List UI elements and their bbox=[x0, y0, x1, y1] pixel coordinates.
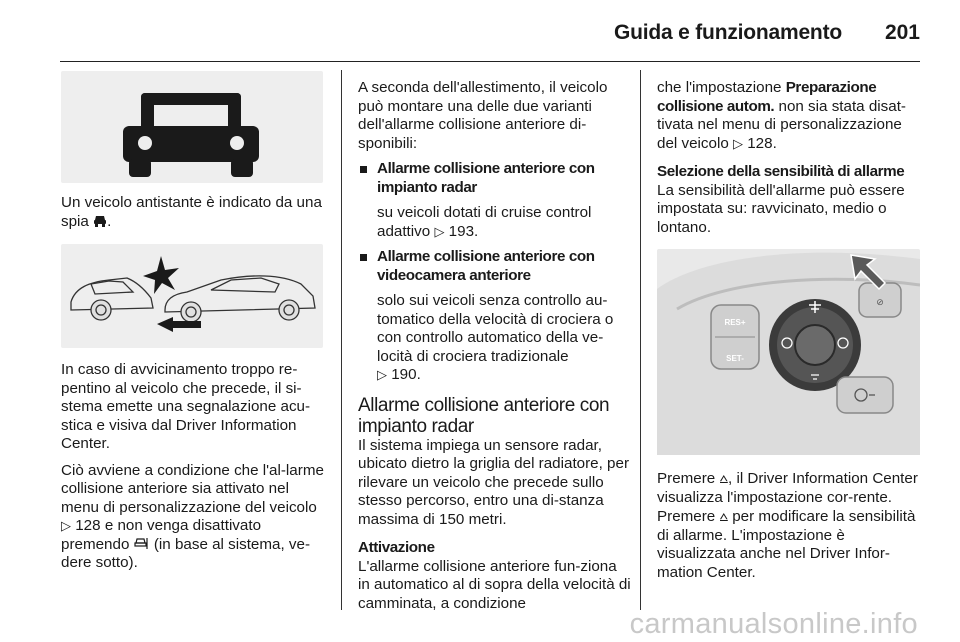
paragraph bbox=[61, 462, 327, 573]
collision-illustration bbox=[61, 244, 323, 348]
paragraph bbox=[657, 469, 921, 582]
subheading: Attivazione bbox=[358, 539, 435, 556]
bullet-text bbox=[358, 204, 632, 241]
bullet-text bbox=[358, 292, 632, 385]
sensitivity-button-icon: ⩟ bbox=[719, 508, 728, 524]
text: per modificare la sensibilità di allarme. L'impostazione è visualizzata anche nel Driver Infor-mation Center. bbox=[657, 508, 916, 581]
collision-button-icon bbox=[134, 537, 150, 550]
paragraph: A seconda dell'allestimento, il veicolo può montare una delle due varianti dell'allarme collisione anteriore di-sponibili: bbox=[358, 79, 608, 152]
text: (in base al sistema, ve-dere sotto). bbox=[61, 535, 311, 571]
page-ref-icon: ▷ bbox=[61, 518, 71, 533]
page-ref: 128. bbox=[747, 134, 777, 152]
svg-text:⊘: ⊘ bbox=[876, 297, 884, 307]
text: su veicoli dotati di cruise control adattivo bbox=[377, 204, 592, 240]
car-front-icon bbox=[61, 71, 323, 183]
page-header bbox=[0, 0, 960, 62]
page-ref-icon: ▷ bbox=[434, 223, 445, 239]
bullet-heading bbox=[358, 248, 632, 285]
text: Premere bbox=[657, 470, 716, 487]
paragraph bbox=[657, 79, 921, 153]
text: che l'impostazione bbox=[657, 79, 782, 96]
page-ref-icon: ▷ bbox=[377, 367, 387, 382]
car-warning-figure bbox=[61, 71, 323, 183]
paragraph: In caso di avvicinamento troppo re-pentino al veicolo che precede, il si-stema emette una segnalazione acu-stica e visiva dal Driver Information Center. bbox=[61, 361, 311, 452]
sensitivity-button-icon: ⩟ bbox=[719, 470, 728, 486]
page-title: Guida e funzionamento bbox=[614, 21, 842, 44]
impact-star-icon bbox=[143, 256, 179, 294]
paragraph: L'allarme collisione anteriore fun-ziona in automatico al di sopra della velocità di camminata, a condizione bbox=[358, 557, 631, 612]
bullet-heading bbox=[358, 160, 632, 197]
bullet-icon bbox=[360, 166, 367, 173]
page-ref: 190. bbox=[391, 366, 421, 383]
column-divider bbox=[341, 70, 342, 610]
text: Ciò avviene a condizione che l'al-larme collisione anteriore sia attivato nel menu di personalizzazione del veicolo bbox=[61, 461, 324, 516]
rear-car-icon bbox=[71, 278, 153, 320]
front-car-icon bbox=[165, 276, 315, 322]
page-ref-icon: ▷ bbox=[733, 135, 743, 151]
subheading: Selezione della sensibilità di allarme bbox=[657, 163, 905, 180]
bullet-icon bbox=[360, 254, 367, 261]
text: solo sui veicoli senza controllo au-tomatico della velocità di crociera o con controllo automatico della ve-locità di crociera tradizionale bbox=[377, 292, 614, 365]
page-ref: 193. bbox=[448, 222, 479, 240]
text: non sia stata disat-tivata nel menu di personalizzazione del veicolo bbox=[657, 97, 906, 152]
car-front-icon bbox=[93, 215, 107, 227]
column-1-lower bbox=[61, 361, 327, 573]
column-1 bbox=[61, 194, 327, 231]
setting-name: Preparazione collisione autom. bbox=[657, 79, 877, 115]
set-button-label: SET- bbox=[726, 354, 744, 363]
column-3-lower bbox=[657, 469, 921, 582]
paragraph: Un veicolo antistante è indicato da una spia . bbox=[61, 194, 322, 230]
paragraph: Il sistema impiega un sensore radar, ubicato dietro la griglia del radiatore, per rilevare un veicolo che precede sullo stesso percorso, entro una di-stanza massima di 150 metri. bbox=[358, 436, 630, 528]
paragraph: La sensibilità dell'allarme può essere impostata su: ravvicinato, medio o lontano. bbox=[657, 181, 905, 236]
text: e non venga disattivato premendo bbox=[61, 517, 262, 553]
page-ref: 128 bbox=[75, 517, 101, 534]
text: Un veicolo antistante è indicato da una spia bbox=[61, 194, 322, 230]
column-divider bbox=[640, 70, 641, 610]
res-button-label: RES+ bbox=[724, 318, 746, 327]
steering-wheel-figure bbox=[657, 249, 920, 455]
column-3 bbox=[657, 79, 921, 237]
section-heading: Allarme collisione anteriore con impianto radar bbox=[358, 394, 610, 437]
header-divider bbox=[60, 61, 920, 62]
page-number: 201 bbox=[884, 21, 920, 44]
watermark: carmanualsonline.info bbox=[629, 608, 918, 640]
text: Allarme collisione anteriore con impianto radar bbox=[377, 160, 595, 196]
column-2 bbox=[358, 79, 632, 613]
text: , il Driver Information Center visualizza l'impostazione cor-rente. Premere bbox=[657, 470, 918, 525]
text: Allarme collisione anteriore con videocamera anteriore bbox=[377, 248, 595, 284]
